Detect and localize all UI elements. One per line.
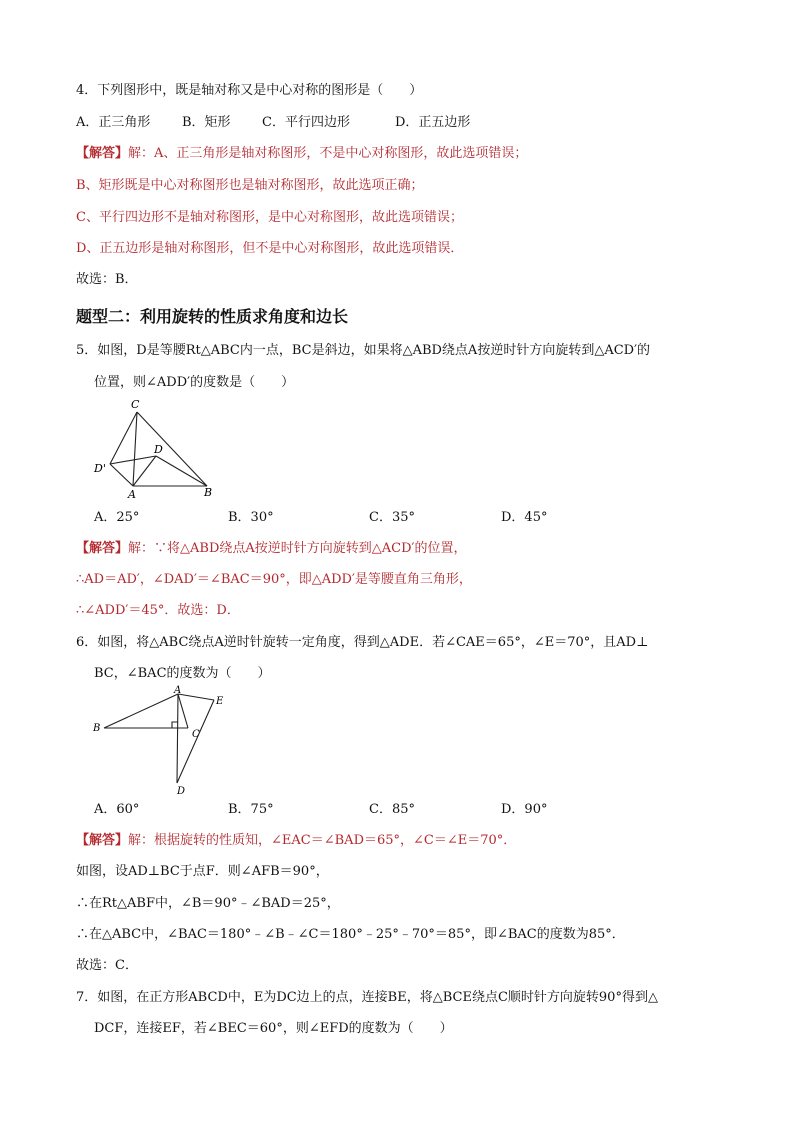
q7-stem-line2: DCF，连接EF，若∠BEC＝60°，则∠EFD的度数为（ ）	[94, 1021, 453, 1036]
q4-answer-line4: D、正五边形是轴对称图形，但不是中心对称图形，故此选项错误．	[76, 241, 464, 256]
q4-option-d: D．正五边形	[395, 115, 471, 130]
q4-answer-line3: C、平行四边形不是轴对称图形，是中心对称图形，故此选项错误；	[76, 210, 463, 225]
q6-label-a: A	[174, 685, 182, 696]
q5-option-b: B．30°	[228, 510, 274, 525]
q4-stem: 4．下列图形中，既是轴对称又是中心对称的图形是（ ）	[76, 83, 423, 98]
q5-option-a: A．25°	[94, 510, 140, 525]
q6-label-d: D	[177, 786, 186, 797]
q4-choice: 故选：B．	[76, 272, 138, 287]
section-title: 题型二：利用旋转的性质求角度和边长	[76, 307, 349, 326]
answer-tag: 【解答】	[76, 146, 129, 161]
q6-stem-line1: 6．如图，将△ABC绕点A逆时针旋转一定角度，得到△ADE．若∠CAE＝65°，∠E＝70°，且AD⊥	[76, 635, 649, 650]
q7-stem-line1: 7．如图，在正方形ABCD中，E为DC边上的点，连接BE，将△BCE绕点C顺时针方向旋转90°得到△	[76, 990, 658, 1005]
q5-answer-line3: ∴∠ADD′＝45°．故选：D．	[76, 603, 240, 618]
q5-label-b: B	[204, 486, 213, 499]
q5-label-a: A	[128, 488, 136, 501]
q6-choice: 故选：C．	[76, 958, 138, 973]
answer-tag: 【解答】	[76, 541, 129, 556]
q4-option-a: A．正三角形	[76, 115, 151, 130]
q6-answer-line3: ∴在Rt△ABF中，∠B＝90°﹣∠BAD＝25°，	[76, 896, 340, 911]
q6-label-c: C	[192, 729, 200, 740]
q5-label-c: C	[131, 398, 140, 411]
answer-tag: 【解答】	[76, 833, 129, 848]
q5-option-d: D．45°	[501, 510, 548, 525]
q6-option-b: B．75°	[228, 802, 274, 817]
q5-label-d: D	[154, 443, 163, 456]
q6-label-e: E	[216, 696, 224, 707]
q6-answer-line1	[76, 832, 516, 850]
q6-answer-text: 解：根据旋转的性质知，∠EAC＝∠BAD＝65°，∠C＝∠E＝70°．	[128, 833, 517, 848]
q6-stem-line2: BC，∠BAC的度数为（ ）	[94, 666, 271, 681]
q6-answer-line4: ∴在△ABC中，∠BAC＝180°﹣∠B﹣∠C＝180°﹣25°﹣70°＝85°，即∠BAC的度数为85°．	[76, 927, 625, 942]
q5-answer-line2: ∴AD＝AD′，∠DAD′＝∠BAC＝90°，即△ADD′是等腰直角三角形，	[76, 572, 472, 587]
q5-label-dprime: D'	[94, 462, 106, 475]
q5-answer-line1	[76, 540, 466, 558]
q4-option-c: C．平行四边形	[262, 115, 350, 130]
q5-option-c: C．35°	[369, 510, 415, 525]
q6-option-c: C．85°	[369, 802, 415, 817]
q4-answer-line1	[76, 145, 527, 163]
q6-answer-line2: 如图，设AD⊥BC于点F．则∠AFB＝90°，	[76, 864, 329, 879]
q6-label-b: B	[93, 723, 101, 734]
q4-answer-line2: B、矩形既是中心对称图形也是轴对称图形，故此选项正确；	[76, 178, 424, 193]
q5-figure	[90, 398, 230, 502]
q5-answer-text: 解：∵将△ABD绕点A按逆时针方向旋转到△ACD′的位置，	[128, 541, 467, 556]
q4-option-b: B．矩形	[182, 115, 231, 130]
q6-figure	[88, 684, 238, 800]
q6-option-d: D．90°	[501, 802, 548, 817]
q5-stem-line1: 5．如图，D是等腰Rt△ABC内一点，BC是斜边，如果将△ABD绕点A按逆时针方向旋转到△ACD′的	[76, 343, 651, 358]
q5-stem-line2: 位置，则∠ADD′的度数是（ ）	[94, 375, 295, 390]
q4-answer-text: 解：A、正三角形是轴对称图形，不是中心对称图形，故此选项错误；	[128, 146, 528, 161]
q6-option-a: A．60°	[94, 802, 140, 817]
